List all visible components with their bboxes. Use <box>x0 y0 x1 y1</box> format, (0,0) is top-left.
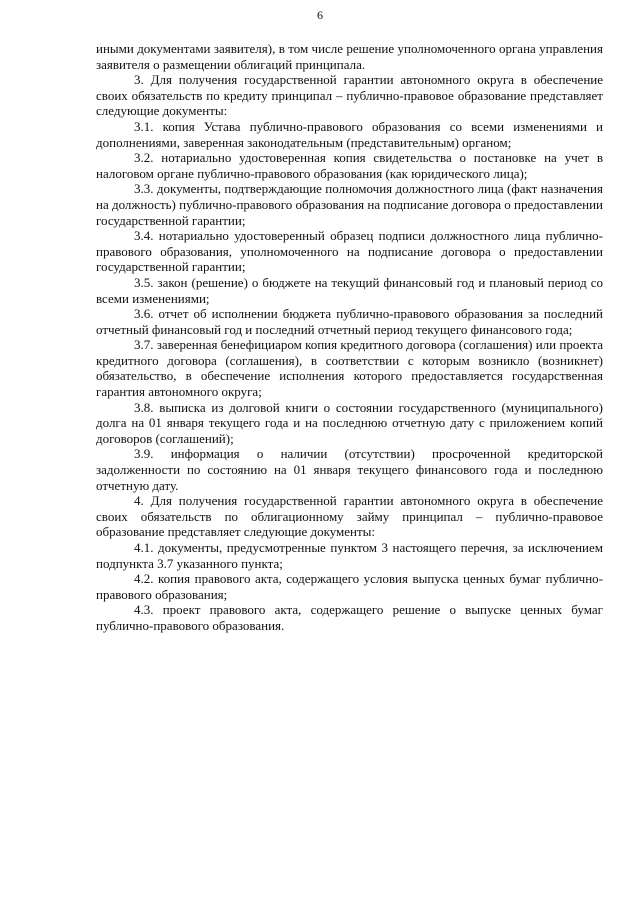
paragraph-3-5: 3.5. закон (решение) о бюджете на текущий финансовый год и плановый период со всеми изменениями; <box>96 274 603 306</box>
paragraph-3-8: 3.8. выписка из долговой книги о состоянии государственного (муниципального) долга на 01 января текущего года и на последнюю отчетную дату с приложением копий договоров (соглашений); <box>96 399 603 446</box>
paragraph-3-9: 3.9. информация о наличии (отсутствии) просроченной кредиторской задолженности по состоянию на 01 января текущего финансового года и последнюю отчетную дату. <box>96 446 603 493</box>
paragraph-continuation: иными документами заявителя), в том числе решение уполномоченного органа управления заявителя о размещении облигаций принципала. <box>96 41 603 72</box>
paragraph-3-1: 3.1. копия Устава публично-правового образования со всеми изменениями и дополнениями, заверенная законодательным (представительным) органом; <box>96 118 603 150</box>
paragraph-3-7: 3.7. заверенная бенефициаром копия кредитного договора (соглашения) или проекта кредитного договора (соглашения), в соответствии с которым возникло (возникнет) обязательство, в обеспечение исполнения которого предоставляется государственная гарантия автономного округа; <box>96 337 604 400</box>
paragraph-3-4: 3.4. нотариально удостоверенный образец подписи должностного лица публично-правового образования, уполномоченного на подписание договора о предоставлении государственной гарантии; <box>96 228 603 275</box>
page-number: 6 <box>317 8 323 22</box>
paragraph-3: 3. Для получения государственной гарантии автономного округа в обеспечение своих обязательств по кредиту принципал – публично-правовое образование представляет следующие документы: <box>96 72 603 119</box>
paragraph-4-3: 4.3. проект правового акта, содержащего решение о выпуске ценных бумаг публично-правового образования. <box>96 602 603 633</box>
paragraph-4: 4. Для получения государственной гарантии автономного округа в обеспечение своих обязательств по облигационному займу принципал – публично-правовое образование представляет следующие документы: <box>96 493 603 540</box>
paragraph-3-2: 3.2. нотариально удостоверенная копия свидетельства о постановке на учет в налоговом органе публично-правового образования (как юридического лица); <box>96 150 603 181</box>
paragraph-3-6: 3.6. отчет об исполнении бюджета публично-правового образования за последний отчетный финансовый год и последний отчетный период текущего финансового года; <box>96 306 603 337</box>
paragraph-3-3: 3.3. документы, подтверждающие полномочия должностного лица (факт назначения на должность) публично-правового образования на подписание договора о предоставлении государственной гарантии; <box>96 181 604 228</box>
document-body <box>96 41 603 634</box>
paragraph-4-1: 4.1. документы, предусмотренные пунктом 3 настоящего перечня, за исключением подпункта 3.7 указанного пункта; <box>96 540 603 571</box>
paragraph-4-2: 4.2. копия правового акта, содержащего условия выпуска ценных бумаг публично-правового образования; <box>96 571 603 602</box>
